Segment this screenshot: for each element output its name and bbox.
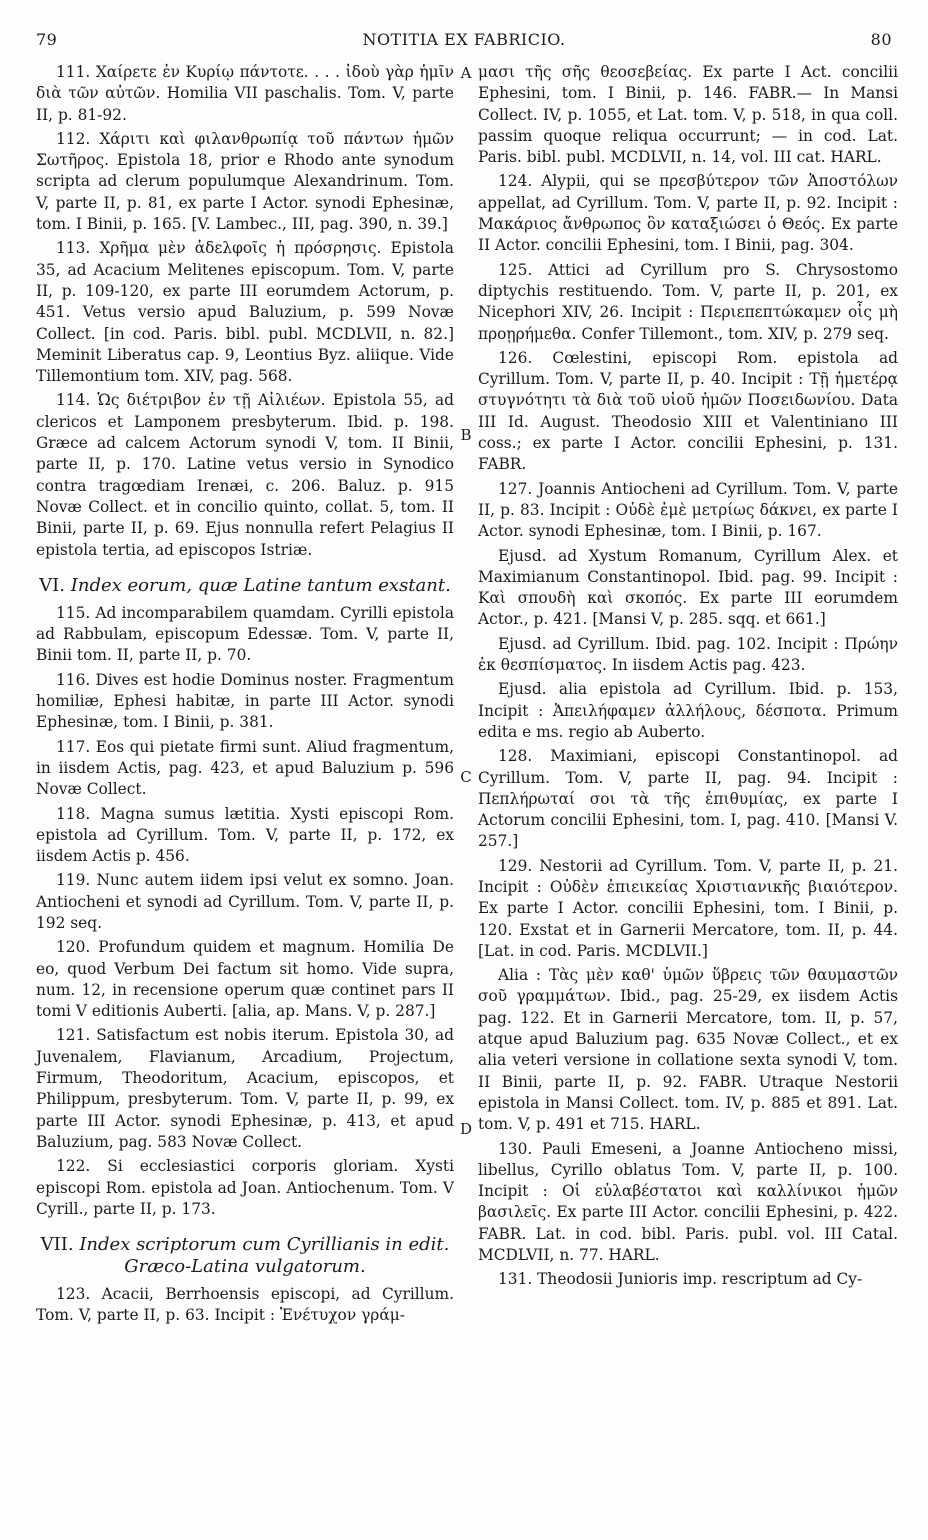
entry-paragraph: μασι τῆς σῆς θεοσεβείας. Ex parte I Act. concilii Ephesini, tom. I Binii, p. 146. FABR.— In Mansi Collect. IV, p. 1055, et Lat. tom. V, p. 518, in qua coll. passim quoque reliqua occurrunt; — in cod. Lat. Paris. bibl. publ. MCDLVII, n. 14, vol. III cat. HARL. xyxy=(478,63,898,167)
entry-paragraph: 125. Attici ad Cyrillum pro S. Chrysostomo diptychis restituendo. Tom. V, parte II, p. 201, ex Nicephori XIV, 26. Incipit : Περιεπεπτώκαμεν οἷς μὴ προῃρήμεθα. Confer Tillemont., tom. XIV, p. 279 seq. xyxy=(478,260,898,343)
entry-paragraph: 128. Maximiani, episcopi Constantinopol. ad Cyrillum. Tom. V, parte II, pag. 94. Incipit : Πεπλήρωταί σοι τὰ τῆς ἐπιθυμίας, ex parte I Actorum concilii Ephesini, tom. I, pag. 410. [Mansi V. 257.] xyxy=(478,747,898,851)
entry-paragraph: 124. Alypii, qui se πρεσβύτερον τῶν Ἀποστόλων appellat, ad Cyrillum. Tom. V, parte II, p. 92. Incipit : Μακάριος ἄνθρωπος ὃν καταξιώσει ὁ Θεός. Ex parte II Actor. concilii Ephesini, tom. I Binii, pag. 304. xyxy=(478,172,898,255)
entry-paragraph: 115. Ad incomparabilem quamdam. Cyrilli epistola ad Rabbulam, episcopum Edessæ. Tom. V, parte II, Binii tom. II, parte II, p. 70. xyxy=(36,603,454,665)
running-header xyxy=(36,30,892,56)
entry-paragraph: 113. Χρῆμα μὲν ἀδελφοῖς ἡ πρόσρησις. Epistola 35, ad Acacium Melitenes episcopum. Tom. V, parte II, p. 109-120, ex parte III eorumdem Actorum, p. 451. Vetus versio apud Baluzium, p. 599 Novæ Collect. [in cod. Paris. bibl. publ. MCDLVII, n. 82.] Meminit Liberatus cap. 9, Leontius Byz. aliique. Vide Tillemontium tom. XIV, pag. 568. xyxy=(36,239,454,386)
entry-paragraph: 126. Cœlestini, episcopi Rom. epistola ad Cyrillum. Tom. V, parte II, p. 40. Incipit : Τῇ ἡμετέρᾳ στυγνότητι τὰ διὰ τοῦ υἱοῦ ἡμῶν Ποσειδωνίου. Data III Id. August. Theodosio XIII et Valentiniano III coss.; ex parte I Actor. concilii Ephesini, p. 131. FABR. xyxy=(478,348,898,474)
entry-paragraph: 123. Acacii, Berrhoensis episcopi, ad Cyrillum. Tom. V, parte II, p. 63. Incipit : Ἐνέτυχον γράμ- xyxy=(36,1285,454,1325)
page-number-left: 79 xyxy=(36,30,58,49)
entry-paragraph: 114. Ὡς διέτριβον ἐν τῇ Αἰλιέων. Epistola 55, ad clericos et Lamponem presbyterum. Ibid. p. 198. Græce ad calcem Actorum synodi V, tom. II Binii, parte II, p. 170. Latine vetus versio in Synodico contra tragœdiam Irenæi, c. 206. Baluz. p. 915 Novæ Collect. et in concilio quinto, collat. 5, tom. II Binii, parte II, p. 69. Ejus nonnulla refert Pelagius II epistola tertia, ad episcopos Istriæ. xyxy=(36,391,454,559)
entry-paragraph: Ejusd. ad Xystum Romanum, Cyrillum Alex. et Maximianum Constantinopol. Ibid. pag. 99. Incipit : Καὶ σπουδὴ καὶ σκοπός. Ex parte III eorumdem Actor., p. 421. [Mansi V, p. 285. sqq. et 661.] xyxy=(478,546,898,629)
section-heading xyxy=(36,575,454,597)
right-column xyxy=(478,62,898,1294)
entry-paragraph: Ejusd. ad Cyrillum. Ibid. pag. 102. Incipit : Πρώην ἐκ θεσπίσματος. In iisdem Actis pag. 423. xyxy=(478,634,898,675)
entry-paragraph: 122. Si ecclesiastici corporis gloriam. Xysti episcopi Rom. epistola ad Joan. Antiochenum. Tom. V Cyrill., parte II, p. 173. xyxy=(36,1157,454,1218)
section-marker: A xyxy=(460,64,472,82)
section-number: VII. xyxy=(40,1234,74,1256)
entry-paragraph: 118. Magna sumus lætitia. Xysti episcopi Rom. epistola ad Cyrillum. Tom. V, parte II, p. 172, ex iisdem Actis p. 456. xyxy=(36,804,454,866)
entry-paragraph: 112. Χάριτι καὶ φιλανθρωπίᾳ τοῦ πάντων ἡμῶν Σωτῆρος. Epistola 18, prior e Rhodo ante synodum scripta ad clerum populumque Alexandrinum. Tom. V, parte II, p. 81, ex parte I Actor. synodi Ephesinæ, tom. I Binii, p. 165. [V. Lambec., III, pag. 390, n. 39.] xyxy=(36,129,454,234)
entry-paragraph: 117. Eos qui pietate firmi sunt. Aliud fragmentum, in iisdem Actis, pag. 423, et apud Baluzium p. 596 Novæ Collect. xyxy=(36,737,454,799)
section-marker: C xyxy=(460,768,472,786)
section-number: VI. xyxy=(39,574,66,596)
section-title: Index scriptorum cum Cyrillianis in edit. Græco-Latina vulgatorum. xyxy=(79,1234,450,1278)
entry-paragraph: Ejusd. alia epistola ad Cyrillum. Ibid. p. 153, Incipit : Ἀπειλήφαμεν ἀλλήλους, δέσποτα. Primum edita e ms. regio ab Auberto. xyxy=(478,680,898,741)
section-marker: B xyxy=(460,426,472,444)
entry-paragraph: Alia : Τὰς μὲν καθ' ὑμῶν ὕβρεις τῶν θαυμαστῶν σοῦ γραμμάτων. Ibid., pag. 25-29, ex iisdem Actis pag. 122. Et in Garnerii Mercatore, tom. II, p. 57, atque apud Baluzium pag. 635 Novæ Collect., et ex alia veteri versione in collatione sexta synodi V, tom. II Binii, parte II, p. 92. FABR. Utraque Nestorii epistola in Mansi Collect. tom. IV, p. 885 et 891. Lat. tom. V, p. 491 et 715. HARL. xyxy=(478,966,898,1134)
entry-paragraph: 130. Pauli Emeseni, a Joanne Antiocheno missi, libellus, Cyrillo oblatus Tom. V, parte II, p. 100. Incipit : Οἱ εὐλαβέστατοι καὶ καλλίνικοι ἡμῶν βασιλεῖς. Ex parte III Actor. concilii Ephesini, p. 422. FABR. Lat. in cod. bibl. Paris. publ. vol. III Catal. MCDLVII, n. 77. HARL. xyxy=(478,1139,898,1265)
entry-paragraph: 121. Satisfactum est nobis iterum. Epistola 30, ad Juvenalem, Flavianum, Arcadium, Projectum, Firmum, Theodoritum, Acacium, episcopos, et Philippum, presbyterum. Tom. V, parte II, p. 99, ex parte III Actor. synodi Ephesinæ, p. 413, et apud Baluzium, pag. 583 Novæ Collect. xyxy=(36,1026,454,1151)
section-marker: D xyxy=(459,1120,473,1138)
section-heading xyxy=(36,1234,454,1278)
entry-paragraph: 116. Dives est hodie Dominus noster. Fragmentum homiliæ, Ephesi habitæ, in parte III Actor. synodi Ephesinæ, tom. I Binii, p. 381. xyxy=(36,670,454,732)
entry-paragraph: 131. Theodosii Junioris imp. rescriptum ad Cy- xyxy=(498,1270,863,1289)
running-title: NOTITIA EX FABRICIO. xyxy=(362,30,566,49)
entry-paragraph: 119. Nunc autem iidem ipsi velut ex somno. Joan. Antiocheni et synodi ad Cyrillum. Tom. V, parte II, p. 192 seq. xyxy=(36,871,454,932)
entry-paragraph: 120. Profundum quidem et magnum. Homilia De eo, quod Verbum Dei factum sit homo. Vide supra, num. 12, in recensione operum quæ continet pars II tomi V editionis Auberti. [alia, ap. Mans. V, p. 287.] xyxy=(36,938,454,1021)
entry-paragraph: 129. Nestorii ad Cyrillum. Tom. V, parte II, p. 21. Incipit : Οὐδὲν ἐπιεικείας Χριστιανικῆς βιαιότερον. Ex parte I Actor. concilii Ephesini, tom. I Binii, p. 120. Exstat et in Garnerii Mercatore, tom. II, p. 44. [Lat. in cod. Paris. MCDLVII.] xyxy=(478,856,898,960)
left-column xyxy=(36,62,454,1330)
entry-paragraph: 111. Χαίρετε ἐν Κυρίῳ πάντοτε. . . . ἰδοὺ γὰρ ἡμῖν διὰ τῶν αὐτῶν. Homilia VII paschalis. Tom. V, parte II, p. 81-92. xyxy=(36,63,454,124)
section-title: Index eorum, quæ Latine tantum exstant. xyxy=(70,574,451,596)
page-number-right: 80 xyxy=(870,30,892,49)
entry-paragraph: 127. Joannis Antiocheni ad Cyrillum. Tom. V, parte II, p. 83. Incipit : Οὐδὲ ἐμὲ μετρίως δάκνει, ex parte I Actor. synodi Ephesinæ, tom. I Binii, p. 167. xyxy=(478,479,898,541)
